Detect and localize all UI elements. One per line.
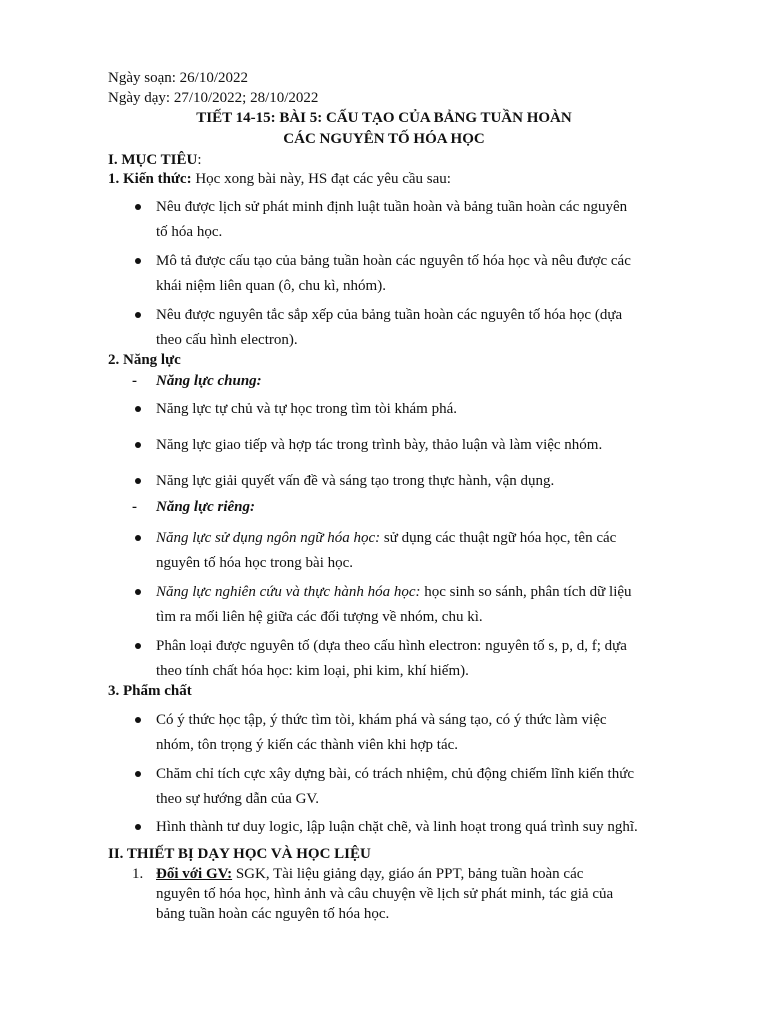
qualities-item-2-line1: Chăm chỉ tích cực xây dựng bài, có trách nhiệm, chủ động chiếm lĩnh kiến thức	[156, 766, 635, 782]
knowledge-item-1-line2: tố hóa học.	[156, 224, 223, 240]
lesson-title-line1: TIẾT 14-15: BÀI 5: CẤU TẠO CỦA BẢNG TUẦN HOÀN	[196, 110, 572, 126]
general-competence-item-3: Năng lực giải quyết vấn đề và sáng tạo trong thực hành, vận dụng.	[156, 473, 555, 489]
specific-competence-item-2-line1	[156, 581, 632, 603]
bullet-icon	[135, 589, 141, 595]
dash-marker: -	[132, 373, 137, 389]
lesson-title-line2: CÁC NGUYÊN TỐ HÓA HỌC	[283, 131, 485, 147]
section-objectives-title: I. MỤC TIÊU	[108, 152, 198, 168]
specific-competence-item-3-line2: theo tính chất hóa học: kim loại, phi kim, khí hiếm).	[156, 663, 469, 679]
qualities-item-2-line2: theo sự hướng dẫn của GV.	[156, 791, 320, 807]
qualities-item-1-line1: Có ý thức học tập, ý thức tìm tòi, khám phá và sáng tạo, có ý thức làm việc	[156, 712, 607, 728]
specific-competence-item-1-line1	[156, 527, 616, 549]
equipment-item-1-line2: nguyên tố hóa học, hình ảnh và câu chuyện về lịch sử phát minh, tác giả của	[156, 886, 614, 902]
bullet-icon	[135, 258, 141, 264]
section-objectives-colon: :	[197, 152, 202, 168]
specific-competence-item-1-rest: sử dụng các thuật ngữ hóa học, tên các	[380, 530, 617, 546]
bullet-icon	[135, 406, 141, 412]
bullet-icon	[135, 442, 141, 448]
specific-competence-item-1-lead: Năng lực sử dụng ngôn ngữ hóa học:	[156, 530, 381, 546]
knowledge-intro: Học xong bài này, HS đạt các yêu cầu sau:	[191, 171, 451, 187]
general-competence-label: Năng lực chung:	[156, 373, 262, 389]
specific-competence-label: Năng lực riêng:	[156, 499, 255, 515]
dash-marker: -	[132, 499, 137, 515]
equipment-item-1-text: SGK, Tài liệu giảng dạy, giáo án PPT, bảng tuần hoàn các	[232, 866, 584, 882]
equipment-item-1-number: 1.	[132, 866, 144, 882]
specific-competence-item-2-rest: học sinh so sánh, phân tích dữ liệu	[420, 584, 632, 600]
qualities-item-1-line2: nhóm, tôn trọng ý kiến các thành viên khi hợp tác.	[156, 737, 459, 753]
bullet-icon	[135, 717, 141, 723]
knowledge-item-2-line2: khái niệm liên quan (ô, chu kì, nhóm).	[156, 278, 386, 294]
bullet-icon	[135, 643, 141, 649]
knowledge-item-3-line1: Nêu được nguyên tắc sắp xếp của bảng tuần hoàn các nguyên tố hóa học (dựa	[156, 307, 623, 323]
bullet-icon	[135, 535, 141, 541]
specific-competence-item-2-line2: tìm ra mối liên hệ giữa các đối tượng về nhóm, chu kì.	[156, 609, 483, 625]
equipment-item-1-line1	[156, 863, 583, 885]
section-equipment-heading: II. THIẾT BỊ DẠY HỌC VÀ HỌC LIỆU	[108, 846, 371, 862]
qualities-item-3-line1: Hình thành tư duy logic, lập luận chặt chẽ, và linh hoạt trong quá trình suy nghĩ.	[156, 819, 638, 835]
bullet-icon	[135, 824, 141, 830]
knowledge-item-1-line1: Nêu được lịch sử phát minh định luật tuần hoàn và bảng tuần hoàn các nguyên	[156, 199, 628, 215]
bullet-icon	[135, 312, 141, 318]
specific-competence-item-2-lead: Năng lực nghiên cứu và thực hành hóa học:	[156, 584, 421, 600]
bullet-icon	[135, 204, 141, 210]
date-prepared: Ngày soạn: 26/10/2022	[108, 70, 248, 86]
knowledge-heading-line	[108, 168, 451, 190]
bullet-icon	[135, 771, 141, 777]
specific-competence-item-1-line2: nguyên tố hóa học trong bài học.	[156, 555, 354, 571]
knowledge-heading: 1. Kiến thức:	[108, 171, 192, 187]
knowledge-item-2-line1: Mô tả được cấu tạo của bảng tuần hoàn các nguyên tố hóa học và nêu được các	[156, 253, 631, 269]
competence-heading: 2. Năng lực	[108, 352, 181, 368]
date-taught: Ngày dạy: 27/10/2022; 28/10/2022	[108, 90, 319, 106]
general-competence-item-1: Năng lực tự chủ và tự học trong tìm tòi khám phá.	[156, 401, 457, 417]
equipment-item-1-label: Đối với GV:	[156, 866, 233, 882]
specific-competence-item-3-line1: Phân loại được nguyên tố (dựa theo cấu hình electron: nguyên tố s, p, d, f; dựa	[156, 638, 627, 654]
knowledge-item-3-line2: theo cấu hình electron).	[156, 332, 298, 348]
equipment-item-1-line3: bảng tuần hoàn các nguyên tố hóa học.	[156, 906, 390, 922]
qualities-heading: 3. Phẩm chất	[108, 683, 192, 699]
bullet-icon	[135, 478, 141, 484]
general-competence-item-2: Năng lực giao tiếp và hợp tác trong trình bày, thảo luận và làm việc nhóm.	[156, 437, 603, 453]
